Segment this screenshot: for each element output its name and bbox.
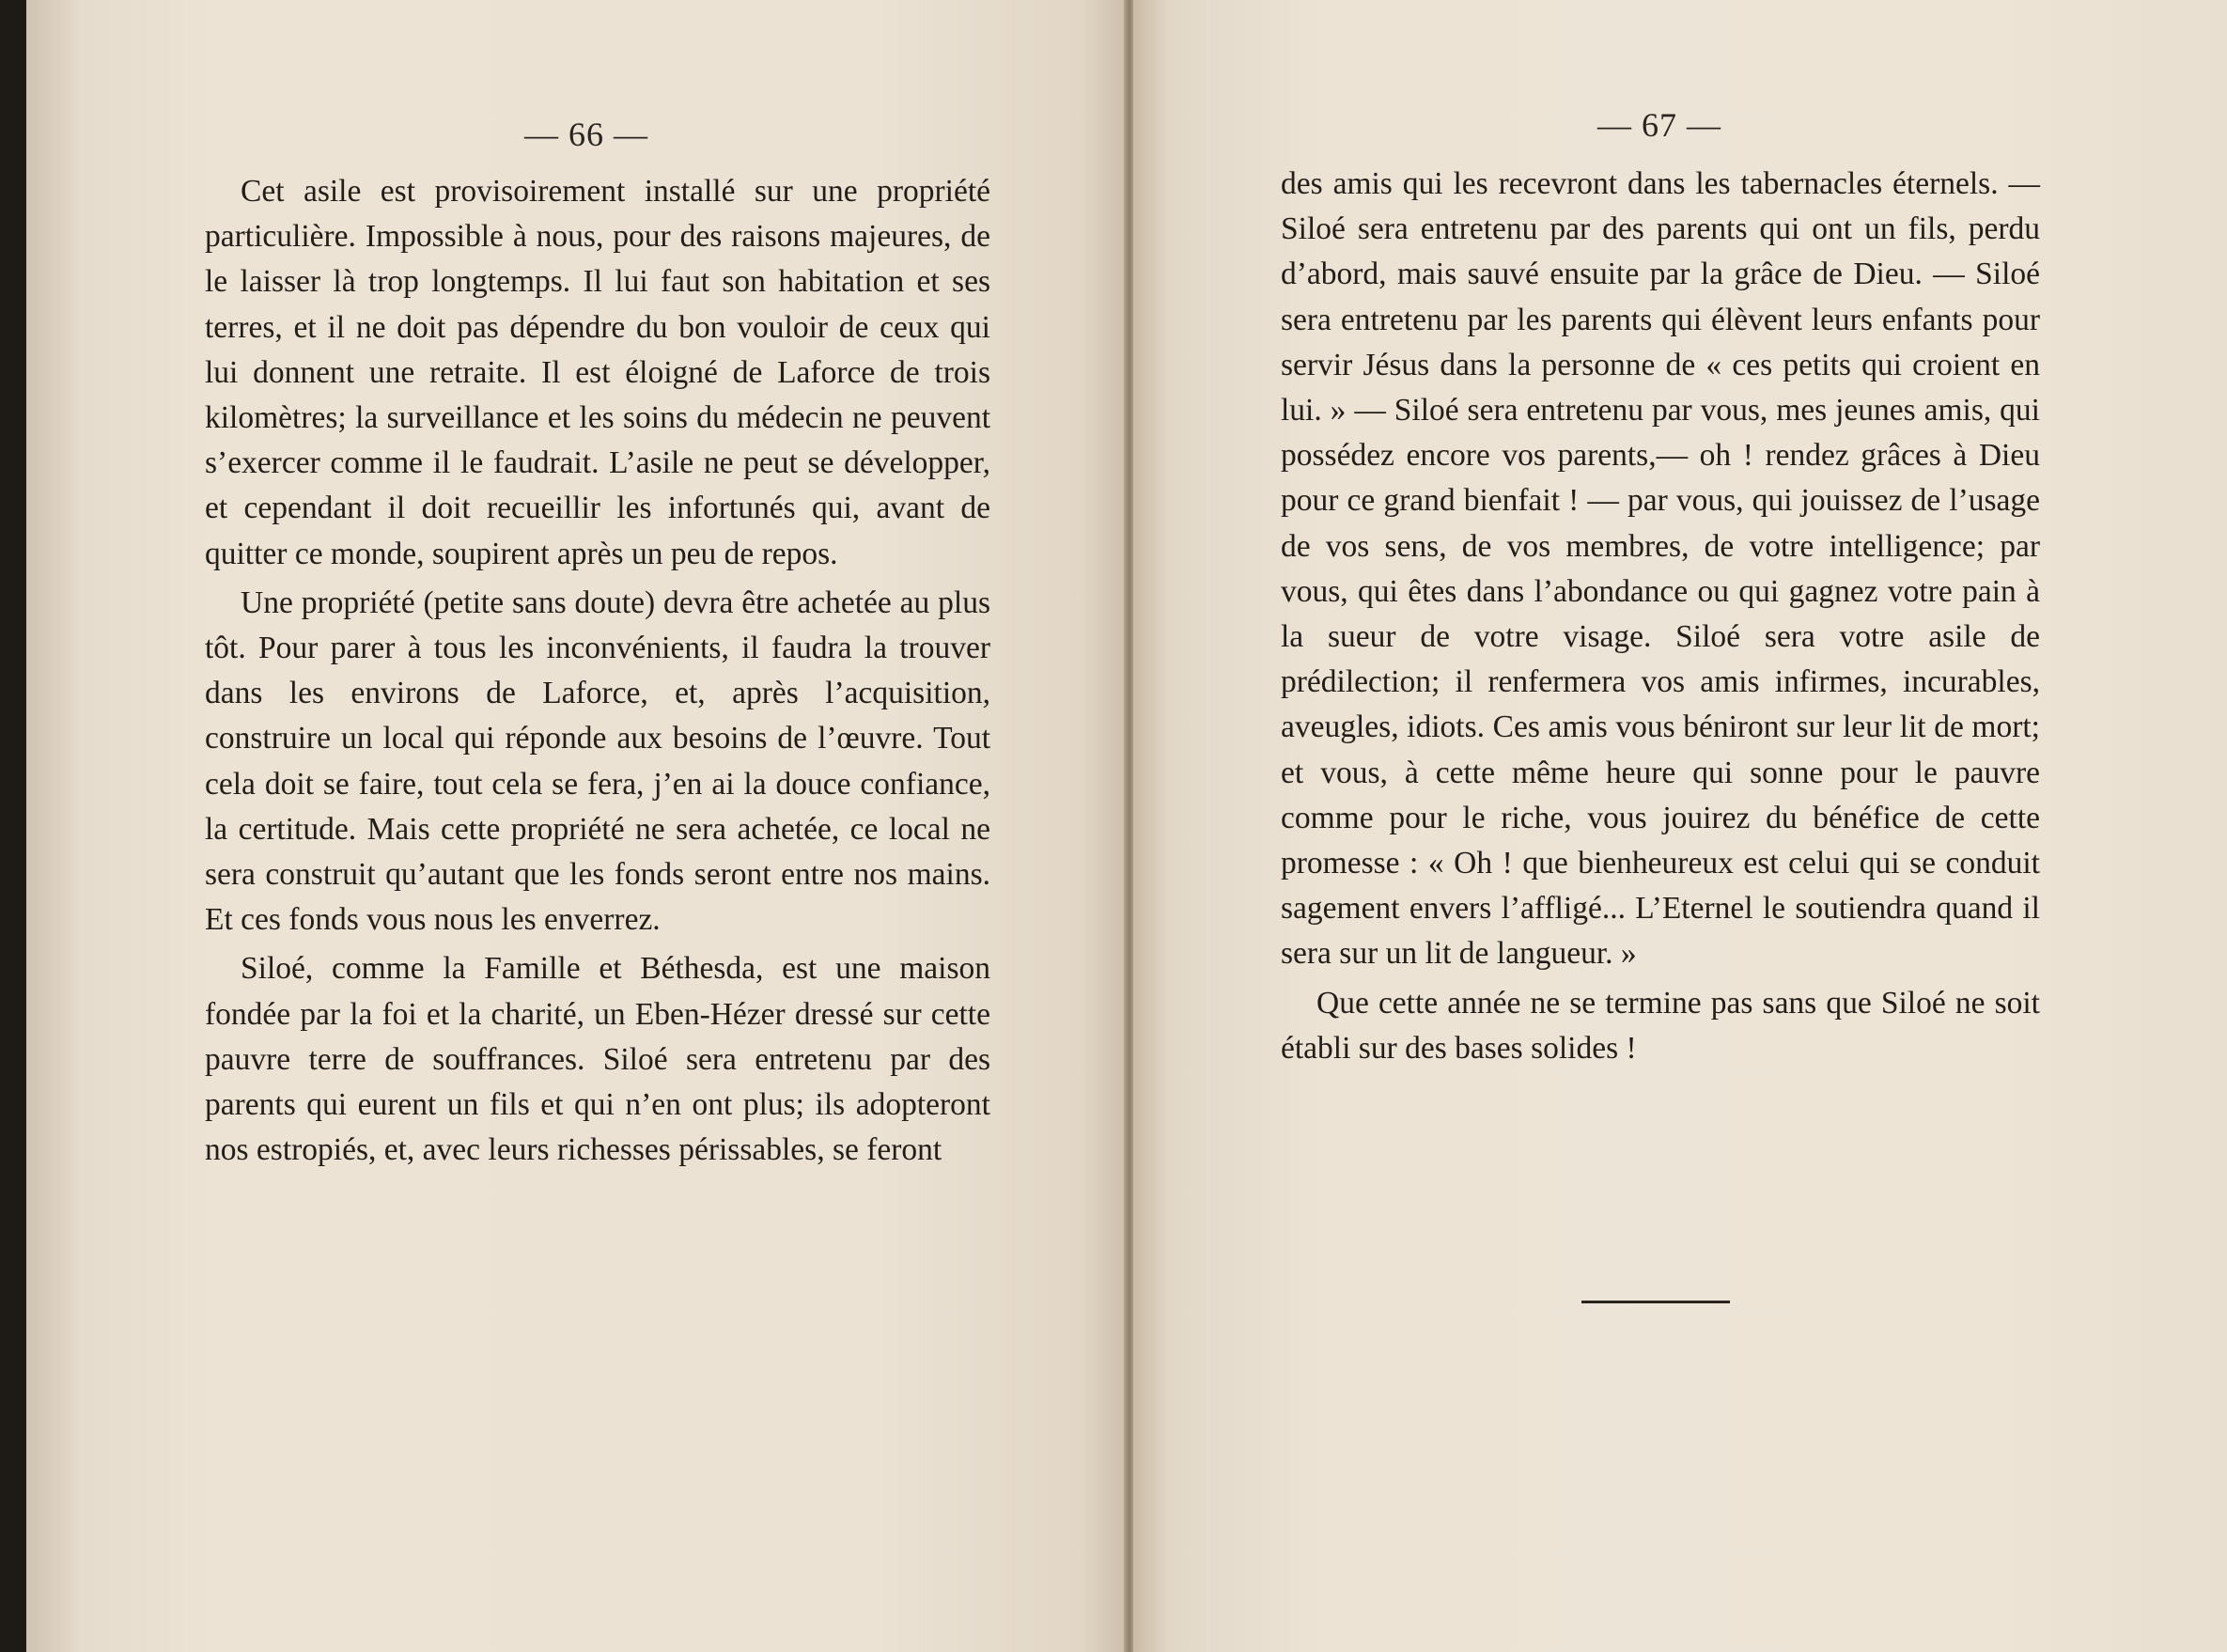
paragraph: Cet asile est provisoirement installé sur une propriété particulière. Impossible à nous, pour des raisons majeures, de le laisser là trop longtemps. Il lui faut son habitation et ses terres, et il ne doit pas dépendre du bon vouloir de ceux qui lui donnent une retraite. Il est éloigné de Laforce de trois kilomètres; la surveillance et les soins du médecin ne peuvent s’exercer comme il le faudrait. L’asile ne peut se développer, et cependant il doit recueillir les infortunés qui, avant de quitter ce monde, soupirent après un peu de repos. [205,174,990,571]
paragraph: Que cette année ne se termine pas sans que Siloé ne soit établi sur des bases solides ! [1281,985,2040,1066]
page-number: — 67 — [1597,106,1721,144]
section-end-rule [1581,1301,1730,1303]
page-number: — 66 — [524,116,648,153]
left-page-text [205,169,990,1173]
right-page [1133,0,2227,1652]
paragraph: Une propriété (petite sans doute) devra être achetée au plus tôt. Pour parer à tous les inconvénients, il faudra la trouver dans les environs de Laforce, et, après l’acquisition, construire un local qui réponde aux besoins de l’œuvre. Tout cela doit se faire, tout cela se fera, j’en ai la douce confiance, la certitude. Mais cette propriété ne sera achetée, ce local ne sera construit qu’autant que les fonds seront entre nos mains. Et ces fonds vous nous les enverrez. [205,584,990,938]
left-page [26,0,1126,1652]
right-page-text [1281,162,2040,1071]
paragraph: Siloé, comme la Famille et Béthesda, est une maison fondée par la foi et la charité, un Eben-Hézer dressé sur cette pauvre terre de souffrances. Siloé sera entretenu par des parents qui eurent un fils et qui n’en ont plus; ils adopteront nos estropiés, et, avec leurs richesses périssables, se feront [205,951,990,1168]
paragraph: des amis qui les recevront dans les tabernacles éternels. — Siloé sera entretenu par des parents qui ont un fils, perdu d’abord, mais sauvé ensuite par la grâce de Dieu. — Siloé sera entretenu par les parents qui élèvent leurs enfants pour servir Jésus dans la personne de « ces petits qui croient en lui. » — Siloé sera entretenu par vous, mes jeunes amis, qui possédez encore vos parents,— oh ! rendez grâces à Dieu pour ce grand bienfait ! — par vous, qui jouissez de l’usage de vos sens, de vos membres, de votre intelligence; par vous, qui êtes dans l’abondance ou qui gagnez votre pain à la sueur de votre visage. Siloé sera votre asile de prédilection; il renfermera vos amis infirmes, incurables, aveugles, idiots. Ces amis vous béniront sur leur lit de mort; et vous, à cette même heure qui sonne pour le pauvre comme pour le riche, vous jouirez du bénéfice de cette promesse : « Oh ! que bienheureux est celui qui se conduit sagement envers l’affligé... L’Eternel le soutiendra quand il sera sur un lit de langueur. » [1281,166,2040,972]
